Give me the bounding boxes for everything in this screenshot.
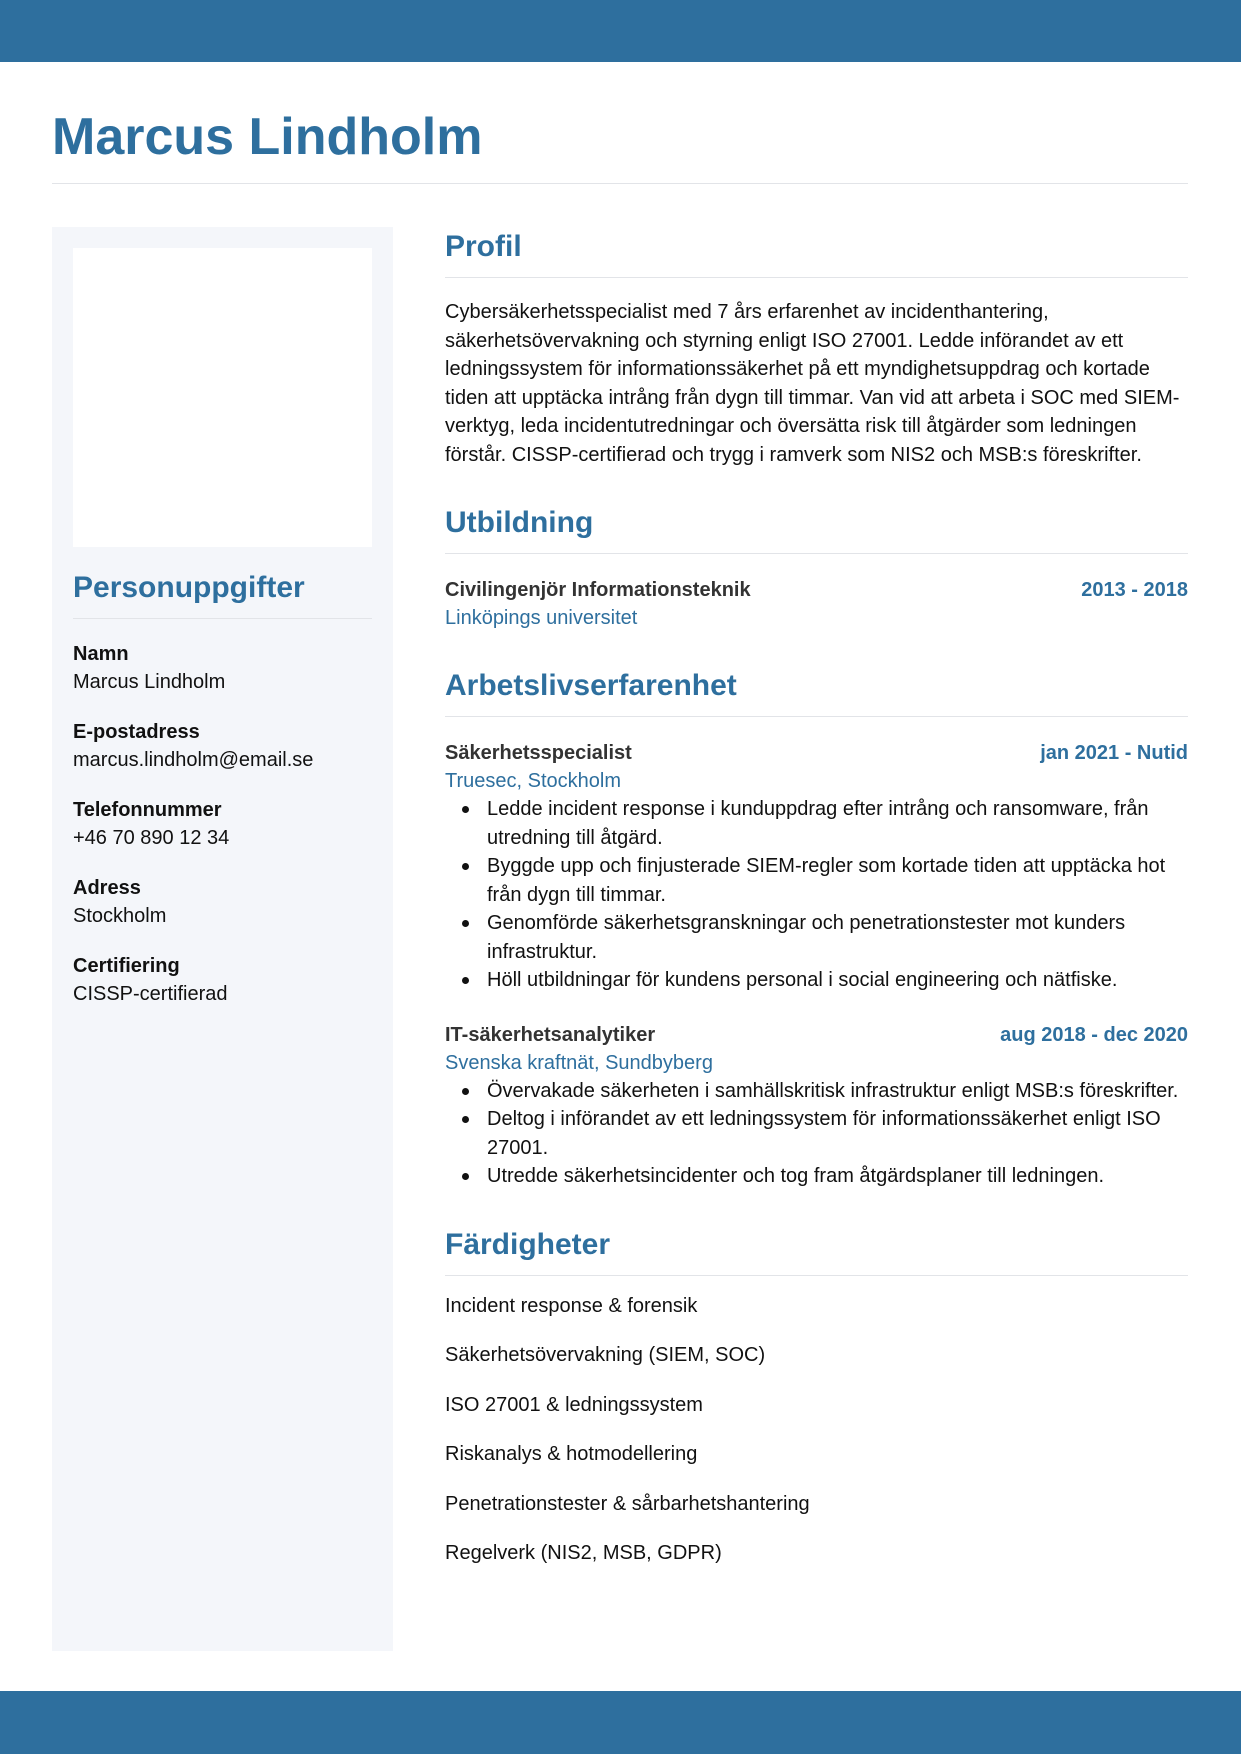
skill-item: Penetrationstester & sårbarhetshantering: [445, 1492, 810, 1515]
skill-item: ISO 27001 & ledningssystem: [445, 1393, 703, 1416]
field-value: Stockholm: [73, 905, 167, 927]
skill-item: Incident response & forensik: [445, 1294, 698, 1317]
job-bullets: [445, 795, 1188, 995]
bullet-item: Genomförde säkerhetsgranskningar och penetrationstester mot kunders infrastruktur.: [445, 909, 1188, 966]
profile-text: Cybersäkerhetsspecialist med 7 års erfarenhet av incidenthantering, säkerhetsövervakning och styrning enligt ISO 27001. Ledde införandet av ett ledningssystem för informationssäkerhet på ett myndighetsuppdrag och kortade tiden att upptäcka intrång från dygn till timmar. Van vid att arbeta i SOC med SIEM-verktyg, leda incidentutredningar och översätta risk till åtgärder som ledningen förstår. CISSP-certifierad och trygg i ramverk som NIS2 och MSB:s föreskrifter.: [445, 301, 1180, 466]
header-band: [0, 0, 1241, 62]
skill-item: Riskanalys & hotmodellering: [445, 1443, 698, 1466]
job-bullets: [445, 1077, 1188, 1191]
profile-photo-placeholder: [73, 248, 372, 547]
skill-item: Regelverk (NIS2, MSB, GDPR): [445, 1542, 722, 1565]
profile-heading: Profil: [445, 230, 522, 263]
field-label: Adress: [73, 877, 141, 899]
skill-item: Säkerhetsövervakning (SIEM, SOC): [445, 1344, 766, 1367]
sidebar: [52, 227, 393, 1651]
job-dates: aug 2018 - dec 2020: [1000, 1023, 1188, 1046]
field-label: Certifiering: [73, 955, 180, 977]
school-name: Linköpings universitet: [445, 607, 638, 629]
field-label: Namn: [73, 643, 129, 665]
personal-info-divider: [73, 618, 372, 619]
bullet-item: Utredde säkerhetsincidenter och tog fram åtgärdsplaner till ledningen.: [445, 1162, 1188, 1191]
job-dates: jan 2021 - Nutid: [1040, 742, 1188, 764]
personal-info-fields: [73, 640, 373, 1030]
section-divider: [445, 277, 1188, 278]
field-name: [73, 640, 373, 696]
bullet-item: Ledde incident response i kunduppdrag efter intrång och ransomware, från utredning till åtgärd.: [445, 795, 1188, 852]
experience-entry: [445, 1021, 1188, 1191]
bullet-item: Övervakade säkerheten i samhällskritisk infrastruktur enligt MSB:s föreskrifter.: [445, 1077, 1188, 1106]
field-value: +46 70 890 12 34: [73, 827, 230, 849]
bullet-item: Höll utbildningar för kundens personal i social engineering och nätfiske.: [445, 966, 1188, 995]
personal-info-heading: Personuppgifter: [73, 571, 305, 604]
field-value: marcus.lindholm@email.se: [73, 749, 314, 771]
candidate-name: Marcus Lindholm: [52, 108, 483, 166]
profile-section: [445, 227, 1188, 469]
section-divider: [445, 1275, 1188, 1276]
name-divider: [52, 183, 1188, 184]
field-phone: [73, 796, 373, 852]
section-divider: [445, 716, 1188, 717]
employer: Truesec, Stockholm: [445, 770, 621, 792]
bullet-item: Byggde upp och finjusterade SIEM-regler som kortade tiden att upptäcka hot från dygn till timmar.: [445, 852, 1188, 909]
field-label: Telefonnummer: [73, 799, 222, 821]
field-email: [73, 718, 373, 774]
degree-title: Civilingenjör Informationsteknik: [445, 579, 751, 601]
main-column: [445, 227, 1188, 1589]
education-section: [445, 503, 1188, 632]
field-certification: [73, 952, 373, 1008]
bullet-item: Deltog i införandet av ett ledningssystem för informationssäkerhet enligt ISO 27001.: [445, 1105, 1188, 1162]
footer-band: [0, 1691, 1241, 1754]
skills-section: [445, 1225, 1188, 1568]
education-dates: 2013 - 2018: [1081, 579, 1188, 601]
job-title: Säkerhetsspecialist: [445, 742, 632, 764]
experience-heading: Arbetslivserfarenhet: [445, 669, 737, 702]
education-entry: [445, 576, 1188, 632]
experience-entry: [445, 739, 1188, 995]
job-title: IT-säkerhetsanalytiker: [445, 1023, 656, 1046]
field-label: E-postadress: [73, 721, 200, 743]
employer: Svenska kraftnät, Sundbyberg: [445, 1051, 713, 1074]
field-value: Marcus Lindholm: [73, 671, 226, 693]
skills-heading: Färdigheter: [445, 1227, 611, 1261]
field-address: [73, 874, 373, 930]
section-divider: [445, 553, 1188, 554]
field-value: CISSP-certifierad: [73, 983, 228, 1005]
education-heading: Utbildning: [445, 506, 594, 539]
skills-list: [445, 1292, 1188, 1568]
experience-section: [445, 666, 1188, 1191]
